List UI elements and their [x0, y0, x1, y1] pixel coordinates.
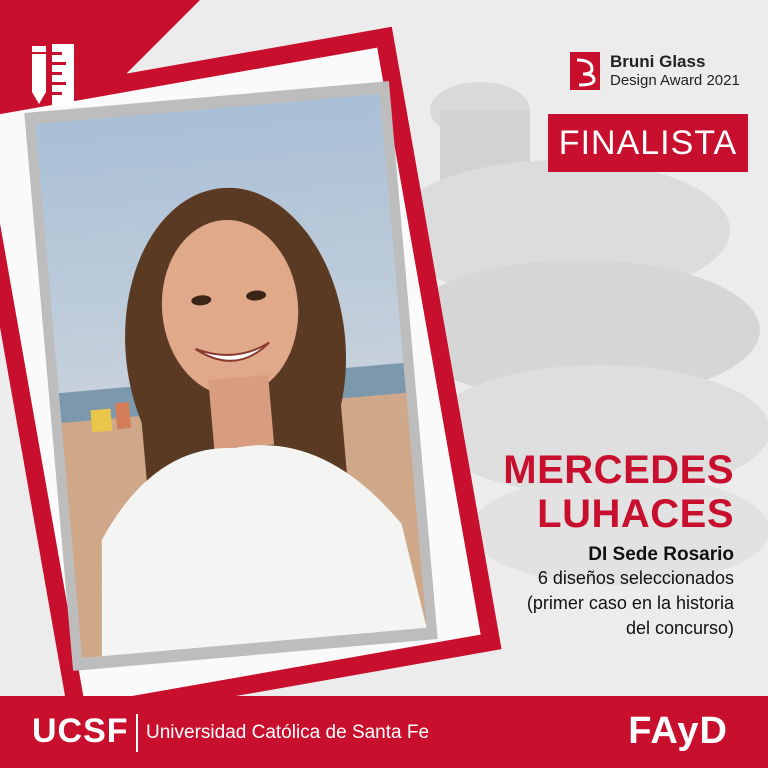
pencil-ruler-icon	[28, 40, 78, 110]
brand-award: Design Award 2021	[610, 72, 740, 89]
brand-name: Bruni Glass	[610, 52, 706, 71]
university-name: Universidad Católica de Santa Fe	[146, 722, 430, 743]
person-first-name: MERCEDES	[503, 448, 734, 492]
fayd-logo: FAyD	[628, 710, 728, 752]
person-info	[434, 448, 734, 641]
person-desc-line: (primer caso en la historia	[526, 593, 734, 613]
ucsf-logo: UCSF	[32, 712, 129, 750]
footer-divider	[136, 714, 138, 752]
person-desc-line: 6 diseños seleccionados	[537, 568, 734, 588]
person-sede: DI Sede Rosario	[588, 544, 734, 565]
bruni-glass-logo-icon	[570, 52, 600, 90]
portrait-photo	[35, 94, 426, 658]
finalist-badge: FINALISTA	[548, 114, 748, 172]
person-last-name: LUHACES	[537, 492, 734, 536]
person-desc-line: del concurso)	[625, 618, 734, 638]
bruni-glass-brand	[570, 52, 750, 94]
